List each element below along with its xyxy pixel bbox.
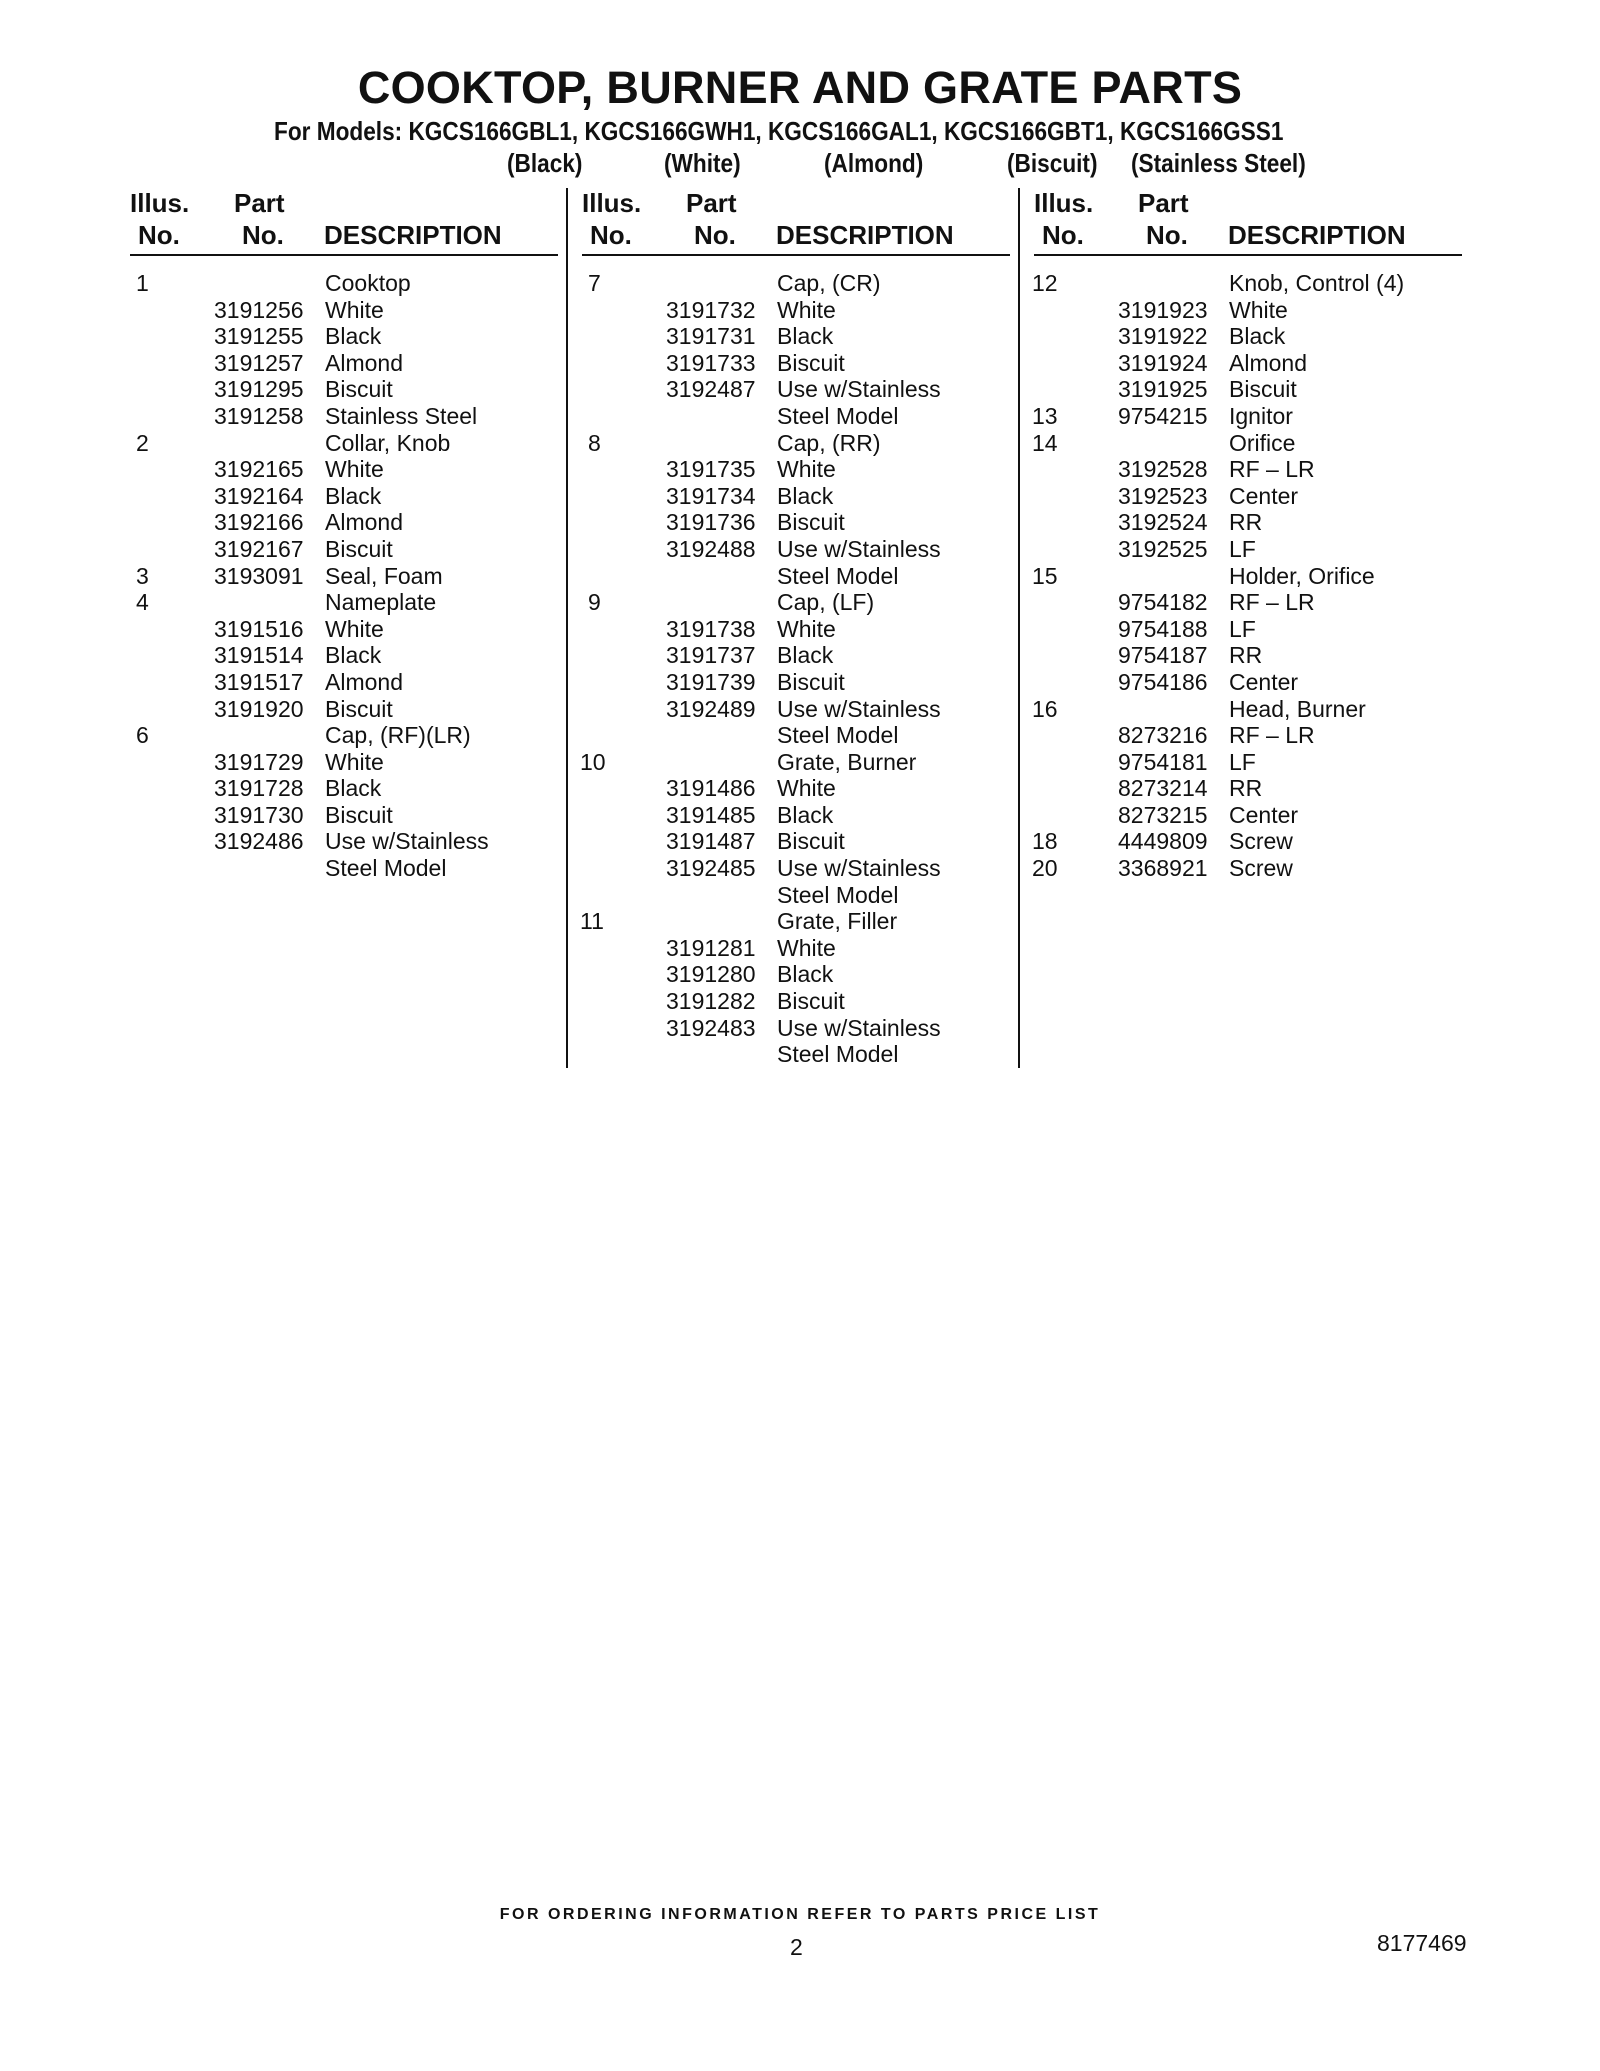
part-row xyxy=(130,696,580,723)
part-description: RR xyxy=(1229,642,1263,669)
part-row xyxy=(130,828,580,855)
part-row xyxy=(130,483,580,510)
part-description: Black xyxy=(777,482,834,509)
part-description: Center xyxy=(1229,801,1299,828)
part-row xyxy=(582,802,1032,829)
part-row xyxy=(582,403,1032,430)
part-description: White xyxy=(777,615,836,642)
part-no-header: No. xyxy=(242,220,284,250)
part-number: 3191732 xyxy=(666,296,756,323)
part-description: Black xyxy=(1229,323,1286,350)
part-row xyxy=(582,749,1032,776)
part-description: Cooktop xyxy=(325,270,411,296)
part-number: 3191739 xyxy=(666,668,756,695)
part-row xyxy=(582,722,1032,749)
part-number: 3191516 xyxy=(214,615,304,642)
part-row xyxy=(130,350,580,377)
illus-number: 7 xyxy=(588,270,601,296)
part-row xyxy=(582,775,1032,802)
part-number: 3192166 xyxy=(214,509,304,536)
part-description: Holder, Orifice xyxy=(1229,562,1375,589)
part-row xyxy=(1034,430,1484,457)
page-number: 2 xyxy=(790,1934,803,1960)
parts-column-2 xyxy=(580,188,1032,1068)
part-description: Black xyxy=(777,801,834,828)
part-number: 9754188 xyxy=(1118,615,1208,642)
part-number: 3191733 xyxy=(666,349,756,376)
part-description: Biscuit xyxy=(1229,376,1297,403)
part-no-header: No. xyxy=(694,220,736,250)
part-description: Biscuit xyxy=(777,668,845,695)
part-description: RF – LR xyxy=(1229,456,1315,483)
part-description: White xyxy=(777,296,836,323)
part-number: 3192525 xyxy=(1118,535,1208,562)
part-number: 9754181 xyxy=(1118,748,1208,775)
part-row xyxy=(130,563,580,590)
finish-biscuit: (Biscuit) xyxy=(1007,148,1098,178)
part-number: 3191255 xyxy=(214,323,304,350)
part-row xyxy=(1034,297,1484,324)
illus-number: 14 xyxy=(1032,429,1058,456)
part-row xyxy=(130,855,580,882)
part-description: Use w/Stainless xyxy=(777,1014,941,1041)
page-title: COOKTOP, BURNER AND GRATE PARTS xyxy=(357,62,1243,113)
part-row xyxy=(130,456,580,483)
part-row xyxy=(582,908,1032,935)
illus-number: 13 xyxy=(1032,402,1058,429)
part-number: 3191280 xyxy=(666,961,756,988)
parts-rows xyxy=(582,270,1032,1068)
illus-number: 20 xyxy=(1032,855,1058,882)
part-description: Biscuit xyxy=(777,349,845,376)
illus-number: 2 xyxy=(136,429,149,456)
document-number: 8177469 xyxy=(1377,1930,1467,1956)
part-number: 3191924 xyxy=(1118,349,1208,376)
part-row xyxy=(582,509,1032,536)
part-description: Almond xyxy=(1229,349,1307,376)
part-row xyxy=(130,722,580,749)
parts-rows xyxy=(1034,270,1484,882)
part-description: Center xyxy=(1229,482,1299,509)
part-number: 3191258 xyxy=(214,402,304,429)
part-row xyxy=(1034,775,1484,802)
part-number: 3191730 xyxy=(214,801,304,828)
part-number: 3191487 xyxy=(666,828,756,855)
part-row xyxy=(582,988,1032,1015)
column-header xyxy=(130,188,580,254)
part-number: 3192167 xyxy=(214,535,304,562)
part-row xyxy=(582,882,1032,909)
part-number: 3191737 xyxy=(666,642,756,669)
part-number: 3191256 xyxy=(214,296,304,323)
illus-number: 10 xyxy=(580,748,606,775)
part-number: 3191731 xyxy=(666,323,756,350)
part-header: Part xyxy=(234,188,285,218)
part-header: Part xyxy=(686,188,737,218)
part-row xyxy=(1034,642,1484,669)
part-number: 3191925 xyxy=(1118,376,1208,403)
part-number: 9754215 xyxy=(1118,402,1208,429)
part-description: White xyxy=(325,748,384,775)
part-number: 3191485 xyxy=(666,801,756,828)
part-description: White xyxy=(1229,296,1288,323)
part-row xyxy=(582,669,1032,696)
part-number: 3191281 xyxy=(666,934,756,961)
part-row xyxy=(130,403,580,430)
part-number: 3192165 xyxy=(214,456,304,483)
description-header: DESCRIPTION xyxy=(1228,220,1406,250)
part-row xyxy=(1034,855,1484,882)
part-row xyxy=(1034,696,1484,723)
part-description: Use w/Stainless xyxy=(777,376,941,403)
part-number: 3191295 xyxy=(214,376,304,403)
part-description: Steel Model xyxy=(777,402,899,429)
part-description: Cap, (CR) xyxy=(777,270,881,296)
part-header: Part xyxy=(1138,188,1189,218)
illus-number: 8 xyxy=(588,429,601,456)
part-row xyxy=(582,430,1032,457)
part-description: Biscuit xyxy=(777,828,845,855)
part-row xyxy=(582,376,1032,403)
part-description: Black xyxy=(325,323,382,350)
illus-number: 11 xyxy=(580,908,604,935)
part-row xyxy=(1034,589,1484,616)
part-description: Head, Burner xyxy=(1229,695,1366,722)
parts-column-1 xyxy=(130,188,580,882)
part-row xyxy=(130,669,580,696)
part-row xyxy=(130,430,580,457)
part-description: Black xyxy=(777,642,834,669)
part-description: Biscuit xyxy=(325,535,393,562)
part-description: Black xyxy=(325,775,382,802)
part-description: Stainless Steel xyxy=(325,402,478,429)
illus-number: 3 xyxy=(136,562,149,589)
column-divider xyxy=(566,188,568,1068)
part-row xyxy=(1034,483,1484,510)
column-header xyxy=(582,188,1032,254)
part-row xyxy=(130,536,580,563)
part-description: White xyxy=(777,934,836,961)
description-header: DESCRIPTION xyxy=(776,220,954,250)
part-number: 3191728 xyxy=(214,775,304,802)
models-line: For Models: KGCS166GBL1, KGCS166GWH1, KGCS166GAL1, KGCS166GBT1, KGCS166GSS1 xyxy=(274,116,1284,146)
part-number: 3191923 xyxy=(1118,296,1208,323)
part-row xyxy=(130,297,580,324)
part-row xyxy=(582,828,1032,855)
parts-column-3 xyxy=(1032,188,1484,882)
finish-black: (Black) xyxy=(507,148,583,178)
part-row xyxy=(1034,828,1484,855)
header-rule xyxy=(130,254,558,256)
part-description: White xyxy=(325,456,384,483)
part-number: 8273214 xyxy=(1118,775,1208,802)
part-row xyxy=(1034,616,1484,643)
part-row xyxy=(130,749,580,776)
part-row xyxy=(1034,323,1484,350)
part-description: RR xyxy=(1229,775,1263,802)
part-number: 3191517 xyxy=(214,668,304,695)
part-description: Cap, (LF) xyxy=(777,589,875,616)
part-row xyxy=(130,802,580,829)
part-number: 3368921 xyxy=(1118,855,1208,882)
illus-number: 1 xyxy=(136,270,149,296)
illus-number: 4 xyxy=(136,589,149,616)
part-row xyxy=(582,855,1032,882)
part-description: Black xyxy=(325,642,382,669)
part-row xyxy=(1034,403,1484,430)
part-number: 3192487 xyxy=(666,376,756,403)
part-row xyxy=(130,376,580,403)
part-number: 3192164 xyxy=(214,482,304,509)
part-description: RF – LR xyxy=(1229,589,1315,616)
description-header: DESCRIPTION xyxy=(324,220,502,250)
header-rule xyxy=(1034,254,1462,256)
part-row xyxy=(1034,270,1484,297)
part-number: 3192483 xyxy=(666,1014,756,1041)
part-number: 9754187 xyxy=(1118,642,1208,669)
part-row xyxy=(1034,350,1484,377)
part-description: Orifice xyxy=(1229,429,1296,456)
part-number: 3193091 xyxy=(214,562,304,589)
ordering-note: FOR ORDERING INFORMATION REFER TO PARTS PRICE LIST xyxy=(499,1906,1101,1923)
part-row xyxy=(130,775,580,802)
part-description: Almond xyxy=(325,509,403,536)
part-number: 3191282 xyxy=(666,988,756,1015)
illus-header: Illus. xyxy=(582,188,642,218)
part-description: Use w/Stainless xyxy=(777,695,941,722)
illus-number: 12 xyxy=(1032,270,1058,296)
part-number: 4449809 xyxy=(1118,828,1208,855)
part-row xyxy=(582,1015,1032,1042)
part-number: 3191486 xyxy=(666,775,756,802)
part-description: Biscuit xyxy=(325,695,393,722)
part-description: White xyxy=(325,296,384,323)
part-row xyxy=(130,509,580,536)
part-description: Black xyxy=(325,482,382,509)
part-number: 9754182 xyxy=(1118,589,1208,616)
part-number: 3192524 xyxy=(1118,509,1208,536)
part-description: Use w/Stainless xyxy=(777,855,941,882)
part-description: Center xyxy=(1229,668,1299,695)
part-description: Cap, (RR) xyxy=(777,429,881,456)
illus-no-header: No. xyxy=(1042,220,1084,250)
part-row xyxy=(582,350,1032,377)
illus-no-header: No. xyxy=(590,220,632,250)
part-description: Nameplate xyxy=(325,589,437,616)
part-row xyxy=(582,961,1032,988)
part-description: RF – LR xyxy=(1229,722,1315,749)
part-number: 3191257 xyxy=(214,349,304,376)
part-description: Cap, (RF)(LR) xyxy=(325,722,471,749)
part-description: Biscuit xyxy=(325,801,393,828)
part-row xyxy=(1034,722,1484,749)
part-row xyxy=(582,616,1032,643)
part-number: 3191920 xyxy=(214,695,304,722)
part-number: 3191736 xyxy=(666,509,756,536)
part-row xyxy=(582,696,1032,723)
part-row xyxy=(582,563,1032,590)
part-row xyxy=(1034,456,1484,483)
part-row xyxy=(1034,563,1484,590)
part-number: 3192528 xyxy=(1118,456,1208,483)
part-row xyxy=(1034,669,1484,696)
part-description: Grate, Filler xyxy=(777,908,898,935)
part-description: Biscuit xyxy=(777,988,845,1015)
illus-no-header: No. xyxy=(138,220,180,250)
finish-white: (White) xyxy=(664,148,741,178)
part-description: Knob, Control (4) xyxy=(1229,270,1405,296)
part-row xyxy=(582,935,1032,962)
part-description: Steel Model xyxy=(325,855,447,882)
part-number: 3191734 xyxy=(666,482,756,509)
part-number: 8273215 xyxy=(1118,801,1208,828)
part-description: Screw xyxy=(1229,855,1293,882)
part-number: 3192485 xyxy=(666,855,756,882)
part-row xyxy=(130,642,580,669)
part-description: Biscuit xyxy=(777,509,845,536)
finish-stainless: (Stainless Steel) xyxy=(1131,148,1306,178)
part-number: 3191922 xyxy=(1118,323,1208,350)
part-number: 3192523 xyxy=(1118,482,1208,509)
part-description: Steel Model xyxy=(777,1041,899,1068)
illus-header: Illus. xyxy=(130,188,190,218)
parts-rows xyxy=(130,270,580,882)
part-description: Seal, Foam xyxy=(325,562,443,589)
finish-almond: (Almond) xyxy=(824,148,924,178)
part-row xyxy=(1034,509,1484,536)
part-number: 3191729 xyxy=(214,748,304,775)
part-row xyxy=(582,642,1032,669)
illus-number: 6 xyxy=(136,722,149,749)
part-description: Use w/Stainless xyxy=(325,828,489,855)
part-row xyxy=(130,616,580,643)
part-description: Almond xyxy=(325,349,403,376)
part-number: 3192486 xyxy=(214,828,304,855)
part-description: Black xyxy=(777,961,834,988)
part-number: 3191735 xyxy=(666,456,756,483)
part-description: White xyxy=(777,456,836,483)
part-row xyxy=(1034,536,1484,563)
column-header xyxy=(1034,188,1484,254)
part-description: White xyxy=(325,615,384,642)
part-row xyxy=(1034,802,1484,829)
part-number: 3191738 xyxy=(666,615,756,642)
part-description: LF xyxy=(1229,535,1256,562)
part-description: Use w/Stainless xyxy=(777,535,941,562)
part-number: 3192489 xyxy=(666,695,756,722)
part-description: Black xyxy=(777,323,834,350)
column-divider xyxy=(1018,188,1020,1068)
part-description: White xyxy=(777,775,836,802)
part-row xyxy=(582,270,1032,297)
part-description: Screw xyxy=(1229,828,1293,855)
part-number: 9754186 xyxy=(1118,668,1208,695)
part-row xyxy=(1034,749,1484,776)
part-row xyxy=(582,456,1032,483)
part-description: Grate, Burner xyxy=(777,748,917,775)
part-row xyxy=(582,589,1032,616)
header-rule xyxy=(582,254,1010,256)
part-description: Ignitor xyxy=(1229,402,1293,429)
part-description: Steel Model xyxy=(777,881,899,908)
part-description: LF xyxy=(1229,748,1256,775)
illus-header: Illus. xyxy=(1034,188,1094,218)
part-description: Collar, Knob xyxy=(325,429,451,456)
part-description: RR xyxy=(1229,509,1263,536)
part-row xyxy=(582,1041,1032,1068)
illus-number: 9 xyxy=(588,589,601,616)
part-description: Biscuit xyxy=(325,376,393,403)
part-number: 3192488 xyxy=(666,535,756,562)
part-no-header: No. xyxy=(1146,220,1188,250)
part-number: 3191514 xyxy=(214,642,304,669)
part-row xyxy=(582,323,1032,350)
part-row xyxy=(582,297,1032,324)
part-row xyxy=(130,589,580,616)
part-row xyxy=(582,536,1032,563)
part-row xyxy=(1034,376,1484,403)
part-description: Steel Model xyxy=(777,722,899,749)
illus-number: 15 xyxy=(1032,562,1058,589)
part-description: Almond xyxy=(325,668,403,695)
part-row xyxy=(582,483,1032,510)
illus-number: 16 xyxy=(1032,695,1058,722)
part-row xyxy=(130,323,580,350)
part-description: LF xyxy=(1229,615,1256,642)
part-row xyxy=(130,270,580,297)
illus-number: 18 xyxy=(1032,828,1058,855)
part-description: Steel Model xyxy=(777,562,899,589)
part-number: 8273216 xyxy=(1118,722,1208,749)
